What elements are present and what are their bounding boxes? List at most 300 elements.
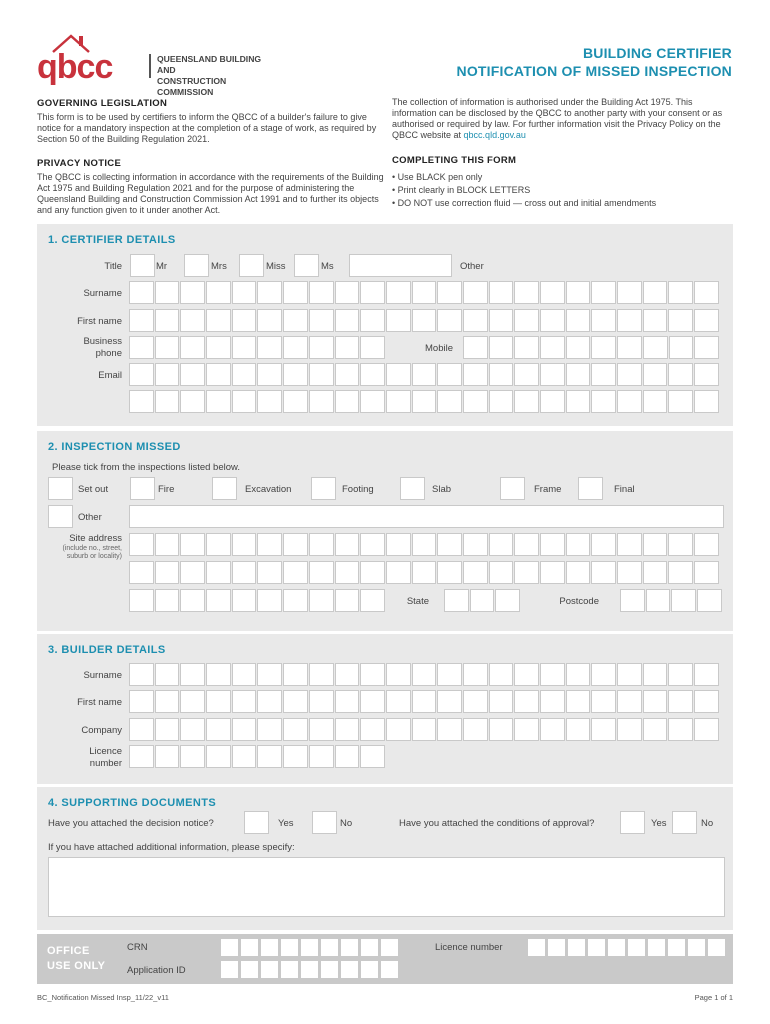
character-cell[interactable]: [489, 336, 514, 359]
character-cell[interactable]: [643, 336, 668, 359]
character-cell[interactable]: [587, 938, 606, 957]
character-cell[interactable]: [309, 336, 334, 359]
character-cell[interactable]: [617, 309, 642, 332]
email-input-row-1[interactable]: [129, 363, 719, 386]
character-cell[interactable]: [335, 533, 360, 556]
character-cell[interactable]: [309, 745, 334, 768]
title-ms-checkbox[interactable]: [294, 254, 319, 277]
character-cell[interactable]: [617, 533, 642, 556]
character-cell[interactable]: [668, 281, 693, 304]
final-checkbox[interactable]: [578, 477, 603, 500]
character-cell[interactable]: [309, 690, 334, 713]
character-cell[interactable]: [283, 390, 308, 413]
character-cell[interactable]: [671, 589, 696, 612]
character-cell[interactable]: [283, 533, 308, 556]
character-cell[interactable]: [514, 690, 539, 713]
setout-checkbox[interactable]: [48, 477, 73, 500]
character-cell[interactable]: [360, 960, 379, 979]
character-cell[interactable]: [617, 663, 642, 686]
character-cell[interactable]: [206, 309, 231, 332]
character-cell[interactable]: [617, 281, 642, 304]
character-cell[interactable]: [463, 718, 488, 741]
character-cell[interactable]: [386, 363, 411, 386]
character-cell[interactable]: [206, 589, 231, 612]
character-cell[interactable]: [283, 336, 308, 359]
title-mr-checkbox[interactable]: [130, 254, 155, 277]
character-cell[interactable]: [129, 309, 154, 332]
crn-input[interactable]: [220, 938, 399, 957]
character-cell[interactable]: [668, 663, 693, 686]
character-cell[interactable]: [155, 281, 180, 304]
character-cell[interactable]: [463, 561, 488, 584]
character-cell[interactable]: [180, 589, 205, 612]
state-input[interactable]: [444, 589, 520, 612]
character-cell[interactable]: [617, 336, 642, 359]
character-cell[interactable]: [591, 718, 616, 741]
character-cell[interactable]: [386, 663, 411, 686]
character-cell[interactable]: [360, 336, 385, 359]
character-cell[interactable]: [232, 690, 257, 713]
character-cell[interactable]: [463, 363, 488, 386]
character-cell[interactable]: [540, 561, 565, 584]
character-cell[interactable]: [283, 718, 308, 741]
character-cell[interactable]: [335, 745, 360, 768]
character-cell[interactable]: [694, 336, 719, 359]
character-cell[interactable]: [668, 363, 693, 386]
character-cell[interactable]: [360, 363, 385, 386]
character-cell[interactable]: [206, 336, 231, 359]
character-cell[interactable]: [155, 561, 180, 584]
character-cell[interactable]: [437, 390, 462, 413]
character-cell[interactable]: [220, 938, 239, 957]
character-cell[interactable]: [232, 745, 257, 768]
character-cell[interactable]: [643, 281, 668, 304]
character-cell[interactable]: [335, 690, 360, 713]
character-cell[interactable]: [566, 690, 591, 713]
character-cell[interactable]: [489, 690, 514, 713]
character-cell[interactable]: [386, 281, 411, 304]
character-cell[interactable]: [514, 561, 539, 584]
character-cell[interactable]: [591, 533, 616, 556]
character-cell[interactable]: [386, 533, 411, 556]
character-cell[interactable]: [495, 589, 520, 612]
character-cell[interactable]: [180, 281, 205, 304]
builder-licence-input[interactable]: [129, 745, 385, 768]
postcode-input[interactable]: [620, 589, 722, 612]
character-cell[interactable]: [463, 281, 488, 304]
builder-company-input[interactable]: [129, 718, 719, 741]
character-cell[interactable]: [463, 663, 488, 686]
character-cell[interactable]: [437, 690, 462, 713]
character-cell[interactable]: [309, 533, 334, 556]
character-cell[interactable]: [340, 938, 359, 957]
character-cell[interactable]: [694, 690, 719, 713]
character-cell[interactable]: [437, 533, 462, 556]
character-cell[interactable]: [386, 718, 411, 741]
character-cell[interactable]: [489, 533, 514, 556]
character-cell[interactable]: [687, 938, 706, 957]
character-cell[interactable]: [668, 718, 693, 741]
character-cell[interactable]: [591, 336, 616, 359]
character-cell[interactable]: [360, 533, 385, 556]
website-link[interactable]: qbcc.qld.gov.au: [463, 130, 526, 140]
character-cell[interactable]: [566, 561, 591, 584]
character-cell[interactable]: [591, 363, 616, 386]
character-cell[interactable]: [566, 533, 591, 556]
character-cell[interactable]: [283, 561, 308, 584]
character-cell[interactable]: [257, 561, 282, 584]
character-cell[interactable]: [360, 390, 385, 413]
character-cell[interactable]: [607, 938, 626, 957]
character-cell[interactable]: [280, 938, 299, 957]
character-cell[interactable]: [257, 745, 282, 768]
character-cell[interactable]: [412, 363, 437, 386]
character-cell[interactable]: [643, 390, 668, 413]
character-cell[interactable]: [129, 390, 154, 413]
character-cell[interactable]: [386, 390, 411, 413]
character-cell[interactable]: [514, 663, 539, 686]
slab-checkbox[interactable]: [400, 477, 425, 500]
character-cell[interactable]: [360, 309, 385, 332]
character-cell[interactable]: [232, 718, 257, 741]
decision-notice-no-checkbox[interactable]: [312, 811, 337, 834]
character-cell[interactable]: [129, 690, 154, 713]
character-cell[interactable]: [694, 390, 719, 413]
character-cell[interactable]: [309, 561, 334, 584]
character-cell[interactable]: [260, 938, 279, 957]
character-cell[interactable]: [412, 663, 437, 686]
character-cell[interactable]: [129, 663, 154, 686]
character-cell[interactable]: [514, 533, 539, 556]
character-cell[interactable]: [591, 390, 616, 413]
character-cell[interactable]: [232, 390, 257, 413]
character-cell[interactable]: [283, 363, 308, 386]
excavation-checkbox[interactable]: [212, 477, 237, 500]
character-cell[interactable]: [489, 363, 514, 386]
character-cell[interactable]: [206, 363, 231, 386]
character-cell[interactable]: [412, 390, 437, 413]
character-cell[interactable]: [617, 718, 642, 741]
character-cell[interactable]: [591, 309, 616, 332]
character-cell[interactable]: [240, 960, 259, 979]
character-cell[interactable]: [155, 363, 180, 386]
character-cell[interactable]: [540, 663, 565, 686]
character-cell[interactable]: [206, 690, 231, 713]
character-cell[interactable]: [360, 745, 385, 768]
character-cell[interactable]: [180, 336, 205, 359]
other-inspection-field[interactable]: [129, 505, 724, 528]
character-cell[interactable]: [646, 589, 671, 612]
character-cell[interactable]: [180, 363, 205, 386]
character-cell[interactable]: [320, 938, 339, 957]
character-cell[interactable]: [283, 663, 308, 686]
character-cell[interactable]: [335, 363, 360, 386]
character-cell[interactable]: [643, 690, 668, 713]
character-cell[interactable]: [155, 745, 180, 768]
character-cell[interactable]: [129, 336, 154, 359]
character-cell[interactable]: [412, 718, 437, 741]
character-cell[interactable]: [155, 718, 180, 741]
frame-checkbox[interactable]: [500, 477, 525, 500]
character-cell[interactable]: [206, 718, 231, 741]
character-cell[interactable]: [540, 690, 565, 713]
character-cell[interactable]: [667, 938, 686, 957]
character-cell[interactable]: [240, 938, 259, 957]
character-cell[interactable]: [283, 745, 308, 768]
character-cell[interactable]: [260, 960, 279, 979]
character-cell[interactable]: [694, 533, 719, 556]
character-cell[interactable]: [620, 589, 645, 612]
email-input-row-2[interactable]: [129, 390, 719, 413]
fire-checkbox[interactable]: [130, 477, 155, 500]
character-cell[interactable]: [566, 281, 591, 304]
character-cell[interactable]: [283, 589, 308, 612]
character-cell[interactable]: [206, 561, 231, 584]
character-cell[interactable]: [232, 281, 257, 304]
title-other-field[interactable]: [349, 254, 452, 277]
character-cell[interactable]: [232, 561, 257, 584]
character-cell[interactable]: [489, 281, 514, 304]
character-cell[interactable]: [643, 561, 668, 584]
character-cell[interactable]: [335, 718, 360, 741]
character-cell[interactable]: [257, 690, 282, 713]
additional-info-textarea[interactable]: [48, 857, 725, 917]
office-licence-input[interactable]: [527, 938, 726, 957]
character-cell[interactable]: [412, 561, 437, 584]
character-cell[interactable]: [335, 663, 360, 686]
character-cell[interactable]: [257, 663, 282, 686]
character-cell[interactable]: [335, 309, 360, 332]
builder-first-name-input[interactable]: [129, 690, 719, 713]
character-cell[interactable]: [540, 718, 565, 741]
character-cell[interactable]: [320, 960, 339, 979]
character-cell[interactable]: [489, 718, 514, 741]
character-cell[interactable]: [437, 718, 462, 741]
character-cell[interactable]: [489, 390, 514, 413]
character-cell[interactable]: [412, 309, 437, 332]
builder-surname-input[interactable]: [129, 663, 719, 686]
character-cell[interactable]: [707, 938, 726, 957]
character-cell[interactable]: [463, 690, 488, 713]
character-cell[interactable]: [257, 589, 282, 612]
character-cell[interactable]: [380, 960, 399, 979]
character-cell[interactable]: [412, 690, 437, 713]
character-cell[interactable]: [566, 663, 591, 686]
character-cell[interactable]: [412, 533, 437, 556]
character-cell[interactable]: [300, 960, 319, 979]
character-cell[interactable]: [437, 309, 462, 332]
character-cell[interactable]: [463, 533, 488, 556]
other-checkbox[interactable]: [48, 505, 73, 528]
mobile-input[interactable]: [463, 336, 719, 359]
character-cell[interactable]: [232, 309, 257, 332]
character-cell[interactable]: [514, 309, 539, 332]
character-cell[interactable]: [360, 589, 385, 612]
character-cell[interactable]: [540, 533, 565, 556]
character-cell[interactable]: [155, 336, 180, 359]
character-cell[interactable]: [220, 960, 239, 979]
character-cell[interactable]: [386, 561, 411, 584]
title-miss-checkbox[interactable]: [239, 254, 264, 277]
character-cell[interactable]: [129, 589, 154, 612]
application-id-input[interactable]: [220, 960, 399, 979]
character-cell[interactable]: [380, 938, 399, 957]
character-cell[interactable]: [566, 336, 591, 359]
character-cell[interactable]: [489, 309, 514, 332]
character-cell[interactable]: [643, 363, 668, 386]
character-cell[interactable]: [360, 281, 385, 304]
character-cell[interactable]: [309, 589, 334, 612]
character-cell[interactable]: [155, 589, 180, 612]
character-cell[interactable]: [309, 309, 334, 332]
character-cell[interactable]: [360, 718, 385, 741]
character-cell[interactable]: [547, 938, 566, 957]
character-cell[interactable]: [180, 533, 205, 556]
character-cell[interactable]: [591, 281, 616, 304]
character-cell[interactable]: [309, 718, 334, 741]
character-cell[interactable]: [257, 336, 282, 359]
character-cell[interactable]: [300, 938, 319, 957]
character-cell[interactable]: [257, 718, 282, 741]
character-cell[interactable]: [540, 363, 565, 386]
character-cell[interactable]: [360, 561, 385, 584]
character-cell[interactable]: [335, 281, 360, 304]
character-cell[interactable]: [206, 281, 231, 304]
character-cell[interactable]: [463, 336, 488, 359]
character-cell[interactable]: [697, 589, 722, 612]
character-cell[interactable]: [129, 718, 154, 741]
character-cell[interactable]: [206, 663, 231, 686]
character-cell[interactable]: [566, 390, 591, 413]
character-cell[interactable]: [668, 561, 693, 584]
character-cell[interactable]: [232, 336, 257, 359]
character-cell[interactable]: [257, 309, 282, 332]
character-cell[interactable]: [360, 690, 385, 713]
character-cell[interactable]: [668, 533, 693, 556]
character-cell[interactable]: [206, 390, 231, 413]
character-cell[interactable]: [155, 309, 180, 332]
character-cell[interactable]: [129, 281, 154, 304]
character-cell[interactable]: [386, 690, 411, 713]
character-cell[interactable]: [129, 363, 154, 386]
certifier-first-name-input[interactable]: [129, 309, 719, 332]
character-cell[interactable]: [566, 309, 591, 332]
character-cell[interactable]: [180, 663, 205, 686]
character-cell[interactable]: [669, 336, 694, 359]
character-cell[interactable]: [257, 363, 282, 386]
character-cell[interactable]: [283, 690, 308, 713]
business-phone-input[interactable]: [129, 336, 385, 359]
character-cell[interactable]: [540, 336, 565, 359]
character-cell[interactable]: [489, 561, 514, 584]
character-cell[interactable]: [617, 390, 642, 413]
character-cell[interactable]: [627, 938, 646, 957]
character-cell[interactable]: [129, 533, 154, 556]
character-cell[interactable]: [280, 960, 299, 979]
character-cell[interactable]: [668, 690, 693, 713]
character-cell[interactable]: [180, 390, 205, 413]
character-cell[interactable]: [180, 690, 205, 713]
character-cell[interactable]: [129, 561, 154, 584]
character-cell[interactable]: [694, 663, 719, 686]
character-cell[interactable]: [591, 561, 616, 584]
character-cell[interactable]: [617, 363, 642, 386]
character-cell[interactable]: [617, 690, 642, 713]
character-cell[interactable]: [470, 589, 495, 612]
character-cell[interactable]: [155, 690, 180, 713]
character-cell[interactable]: [155, 663, 180, 686]
character-cell[interactable]: [257, 281, 282, 304]
character-cell[interactable]: [232, 533, 257, 556]
character-cell[interactable]: [514, 363, 539, 386]
character-cell[interactable]: [694, 363, 719, 386]
footing-checkbox[interactable]: [311, 477, 336, 500]
character-cell[interactable]: [647, 938, 666, 957]
character-cell[interactable]: [463, 390, 488, 413]
character-cell[interactable]: [514, 718, 539, 741]
character-cell[interactable]: [694, 561, 719, 584]
character-cell[interactable]: [444, 589, 469, 612]
character-cell[interactable]: [232, 663, 257, 686]
character-cell[interactable]: [617, 561, 642, 584]
character-cell[interactable]: [360, 663, 385, 686]
character-cell[interactable]: [694, 281, 719, 304]
site-address-row-3[interactable]: [129, 589, 385, 612]
character-cell[interactable]: [540, 281, 565, 304]
character-cell[interactable]: [335, 390, 360, 413]
character-cell[interactable]: [668, 390, 693, 413]
character-cell[interactable]: [180, 718, 205, 741]
character-cell[interactable]: [540, 309, 565, 332]
character-cell[interactable]: [257, 390, 282, 413]
character-cell[interactable]: [232, 589, 257, 612]
character-cell[interactable]: [129, 745, 154, 768]
character-cell[interactable]: [437, 363, 462, 386]
conditions-no-checkbox[interactable]: [672, 811, 697, 834]
decision-notice-yes-checkbox[interactable]: [244, 811, 269, 834]
character-cell[interactable]: [309, 363, 334, 386]
character-cell[interactable]: [527, 938, 546, 957]
character-cell[interactable]: [335, 336, 360, 359]
character-cell[interactable]: [335, 589, 360, 612]
character-cell[interactable]: [283, 281, 308, 304]
character-cell[interactable]: [514, 281, 539, 304]
character-cell[interactable]: [412, 281, 437, 304]
character-cell[interactable]: [591, 690, 616, 713]
character-cell[interactable]: [437, 561, 462, 584]
character-cell[interactable]: [514, 390, 539, 413]
character-cell[interactable]: [155, 390, 180, 413]
character-cell[interactable]: [257, 533, 282, 556]
site-address-row-2[interactable]: [129, 561, 719, 584]
character-cell[interactable]: [309, 281, 334, 304]
character-cell[interactable]: [694, 309, 719, 332]
character-cell[interactable]: [643, 309, 668, 332]
title-mrs-checkbox[interactable]: [184, 254, 209, 277]
character-cell[interactable]: [340, 960, 359, 979]
character-cell[interactable]: [694, 718, 719, 741]
character-cell[interactable]: [232, 363, 257, 386]
character-cell[interactable]: [643, 718, 668, 741]
character-cell[interactable]: [591, 663, 616, 686]
character-cell[interactable]: [514, 336, 539, 359]
certifier-surname-input[interactable]: [129, 281, 719, 304]
character-cell[interactable]: [180, 745, 205, 768]
character-cell[interactable]: [155, 533, 180, 556]
character-cell[interactable]: [566, 718, 591, 741]
character-cell[interactable]: [180, 309, 205, 332]
character-cell[interactable]: [283, 309, 308, 332]
